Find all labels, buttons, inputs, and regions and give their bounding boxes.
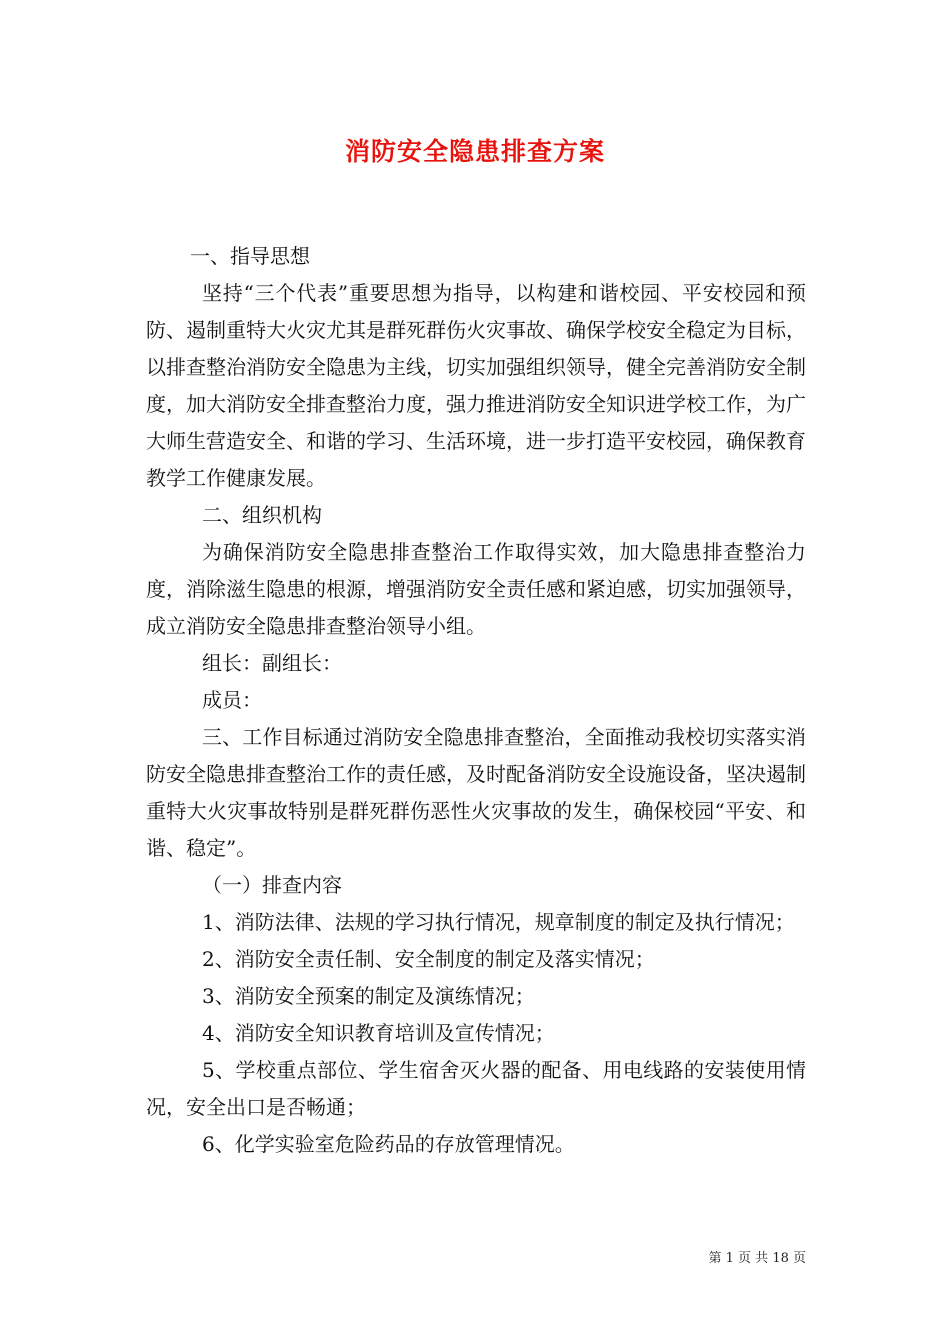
list-item: 2、消防安全责任制、安全制度的制定及落实情况；: [202, 947, 655, 971]
section-heading: 一、指导思想: [190, 244, 310, 268]
paragraph: 坚持“三个代表”重要思想为指导，以构建和谐校园、平安校园和预防、遏制重特大火灾尤其是群死群伤火灾事故、确保学校安全稳定为目标，以排查整治消防安全隐患为主线，切实加强组织领导，健全完善消防安全制度，加大消防安全排查整治力度，强力推进消防安全知识进学校工作，为广大师生营造安全、和谐的学习、生活环境，进一步打造平安校园，确保教育教学工作健康发展。: [146, 281, 806, 490]
page-number: 第 1 页 共 18 页: [708, 1251, 806, 1266]
list-item: 5、学校重点部位、学生宿舍灭火器的配备、用电线路的安装使用情况，安全出口是否畅通；: [146, 1058, 806, 1119]
list-item: 3、消防安全预案的制定及演练情况；: [202, 984, 535, 1008]
document-title: 消防安全隐患排查方案: [344, 137, 605, 166]
paragraph: 三、工作目标通过消防安全隐患排查整治，全面推动我校切实落实消防安全隐患排查整治工作的责任感，及时配备消防安全设施设备，坚决遏制重特大火灾事故特别是群死群伤恶性火灾事故的发生，确保校园“平安、和谐、稳定”。: [146, 725, 806, 860]
list-item: 6、化学实验室危险药品的存放管理情况。: [202, 1132, 575, 1156]
paragraph: 组长：副组长：: [202, 651, 342, 675]
list-item: 1、消防法律、法规的学习执行情况，规章制度的制定及执行情况；: [202, 910, 795, 934]
document-body: [146, 238, 806, 1163]
subsection-heading: （一）排查内容: [202, 873, 342, 897]
paragraph: 成员：: [202, 688, 262, 712]
section-heading: 二、组织机构: [202, 503, 322, 527]
list-item: 4、消防安全知识教育培训及宣传情况；: [202, 1021, 555, 1045]
paragraph: 为确保消防安全隐患排查整治工作取得实效，加大隐患排查整治力度，消除滋生隐患的根源，增强消防安全责任感和紧迫感，切实加强领导，成立消防安全隐患排查整治领导小组。: [146, 540, 806, 638]
